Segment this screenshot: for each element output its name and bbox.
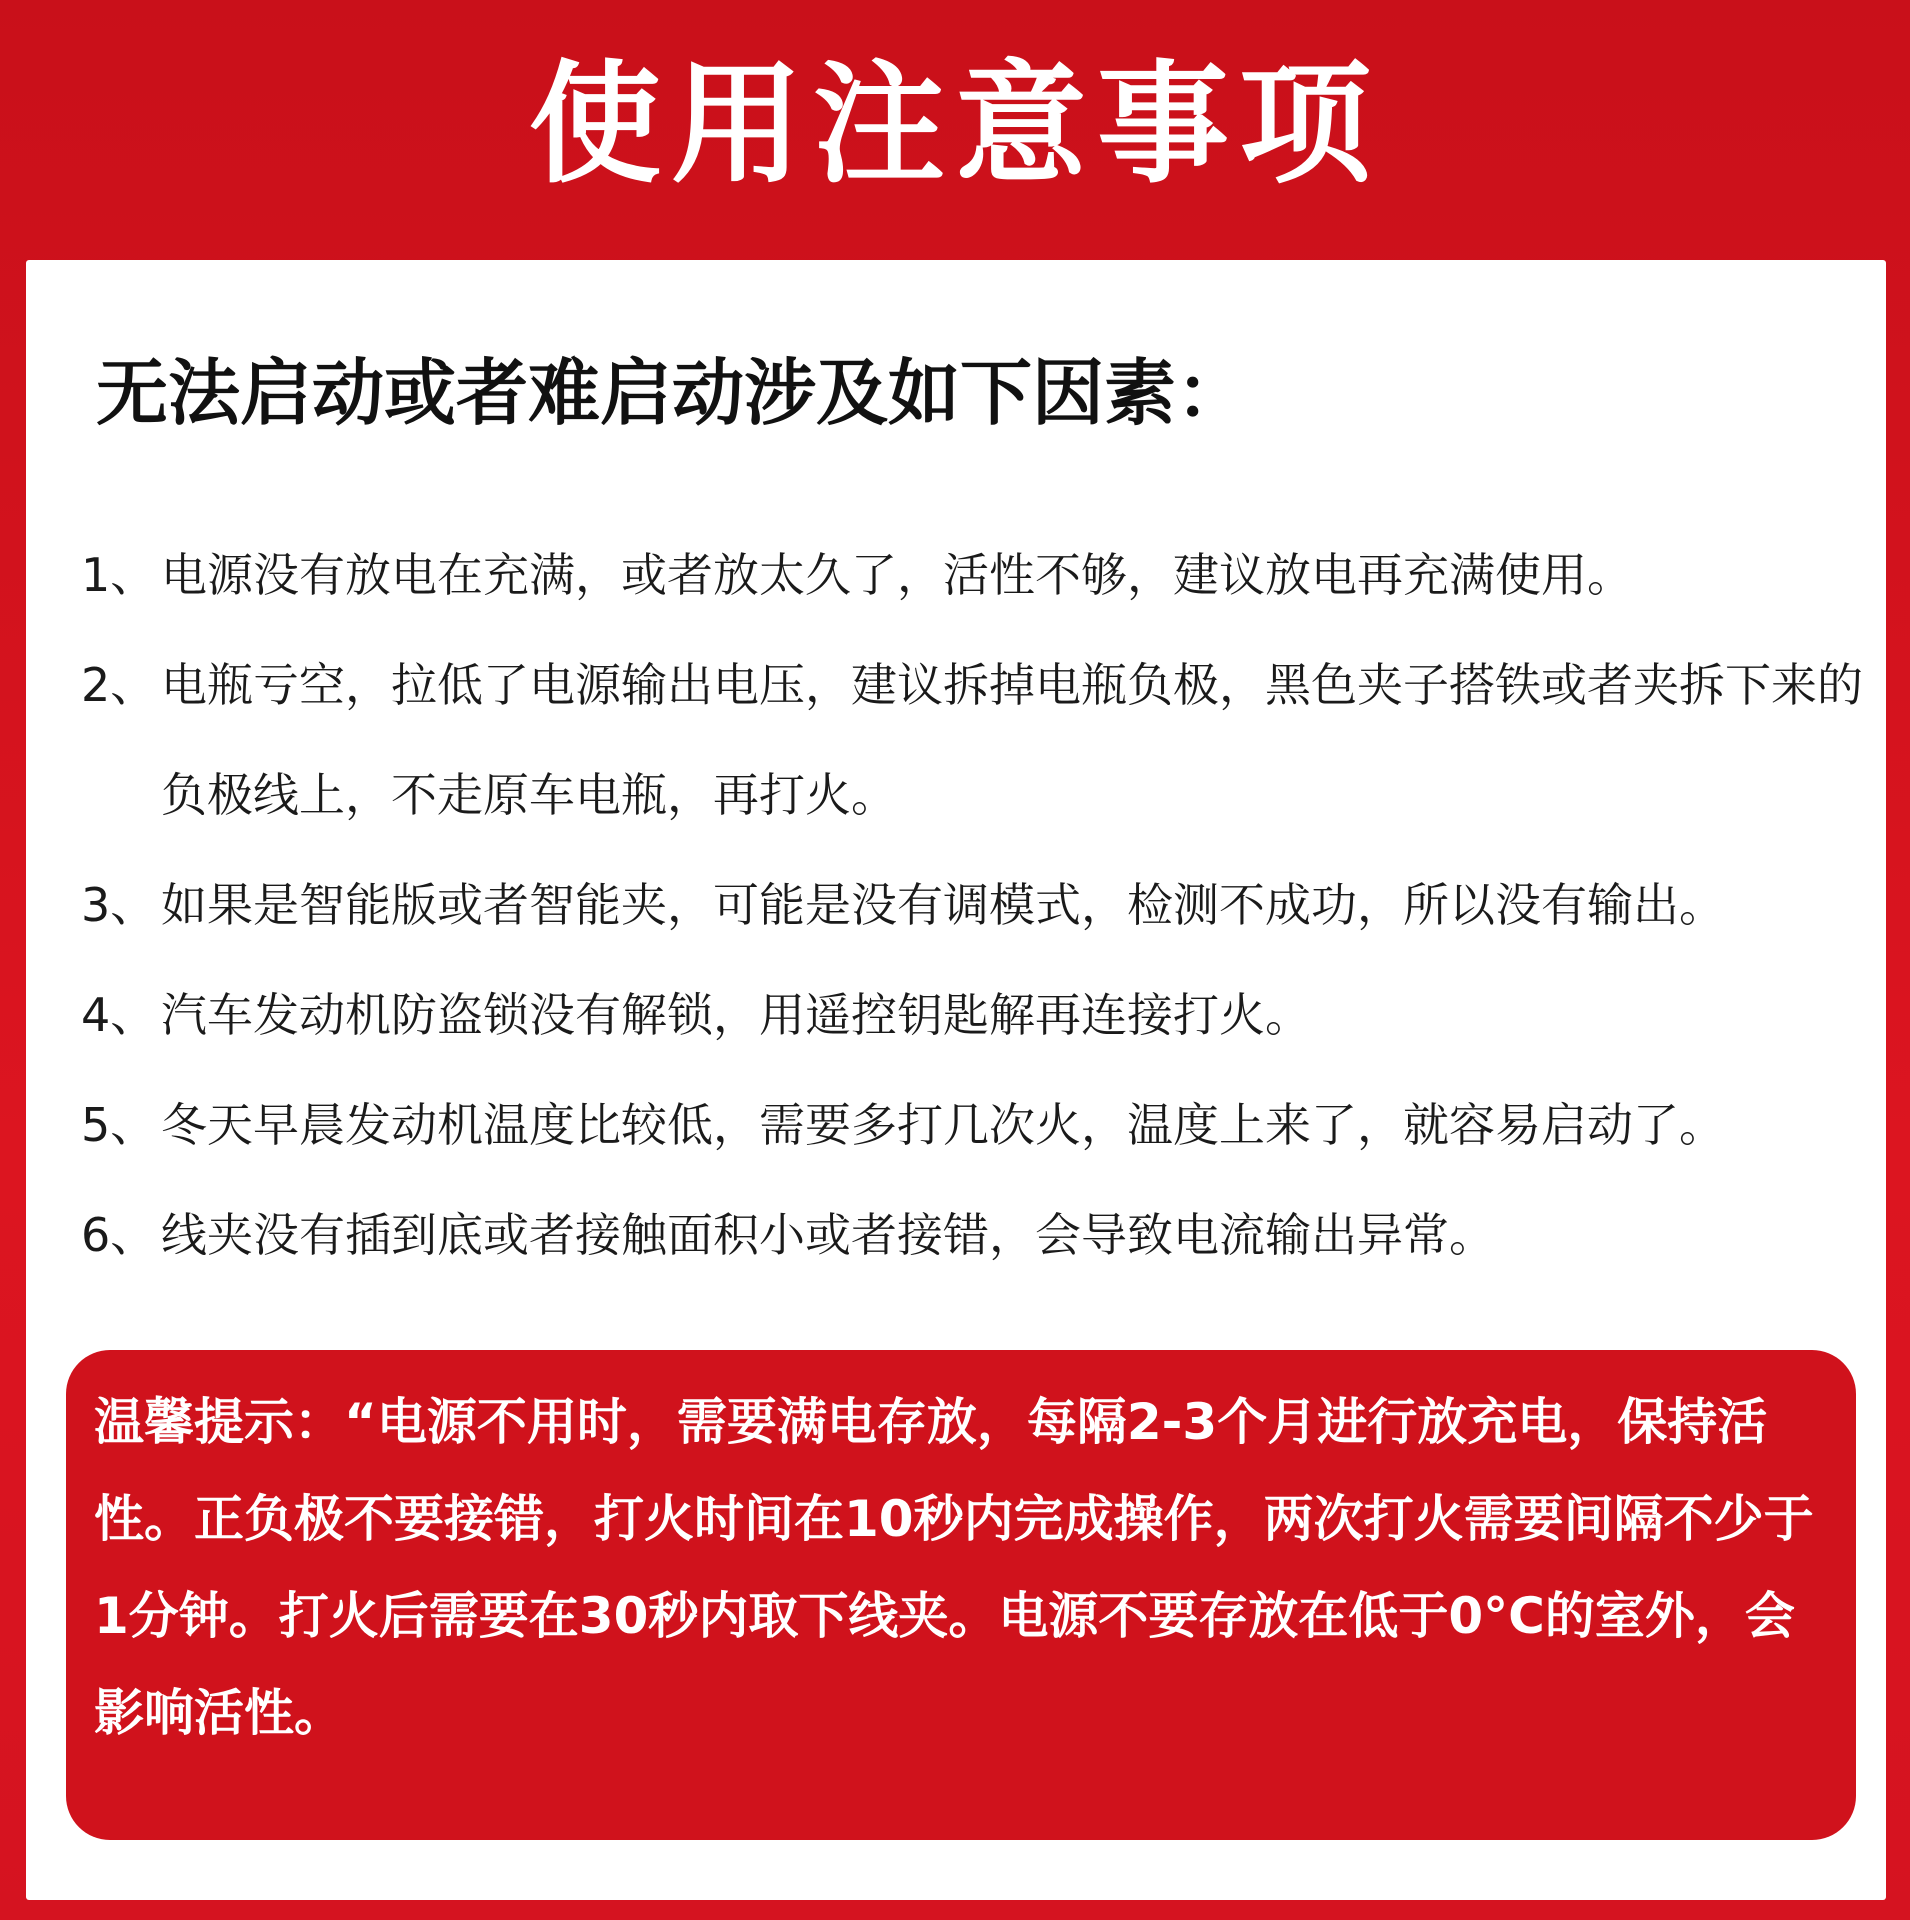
- list-item: [81, 1180, 1871, 1290]
- list-item-text: 冬天早晨发动机温度比较低，需要多打几次火，温度上来了，就容易启动了。: [161, 1098, 1725, 1152]
- warm-tip-box: [66, 1350, 1856, 1840]
- warm-tip-text: 温馨提示：“电源不用时，需要满电存放，每隔2-3个月进行放充电，保持活性。正负极不要接错，打火时间在10秒内完成操作，两次打火需要间隔不少于1分钟。打火后需要在30秒内取下线夹。电源不要存放在低于0°C的室外，会影响活性。: [94, 1393, 1814, 1742]
- page-title: 使用注意事项: [529, 48, 1381, 202]
- list-item-number: 2、: [81, 658, 157, 712]
- section-heading: 无法启动或者难启动涉及如下因素：: [96, 351, 1249, 435]
- list-item-text: 电源没有放电在充满，或者放太久了，活性不够，建议放电再充满使用。: [161, 548, 1633, 602]
- content-panel: [26, 260, 1886, 1900]
- header-banner: [0, 0, 1910, 260]
- list-item-text: 线夹没有插到底或者接触面积小或者接错，会导致电流输出异常。: [161, 1208, 1495, 1262]
- factor-list: [81, 520, 1871, 1290]
- list-item: [81, 630, 1871, 850]
- list-item: [81, 1070, 1871, 1180]
- list-item-number: 3、: [81, 878, 157, 932]
- list-item-number: 1、: [81, 548, 157, 602]
- list-item-number: 5、: [81, 1098, 157, 1152]
- list-item: [81, 850, 1871, 960]
- list-item-text: 如果是智能版或者智能夹，可能是没有调模式，检测不成功，所以没有输出。: [161, 878, 1725, 932]
- list-item-number: 4、: [81, 988, 157, 1042]
- list-item-text: 电瓶亏空，拉低了电源输出电压，建议拆掉电瓶负极，黑色夹子搭铁或者夹拆下来的负极线上，不走原车电瓶，再打火。: [161, 658, 1863, 822]
- list-item-text: 汽车发动机防盗锁没有解锁，用遥控钥匙解再连接打火。: [161, 988, 1311, 1042]
- list-item: [81, 520, 1871, 630]
- list-item: [81, 960, 1871, 1070]
- list-item-number: 6、: [81, 1208, 157, 1262]
